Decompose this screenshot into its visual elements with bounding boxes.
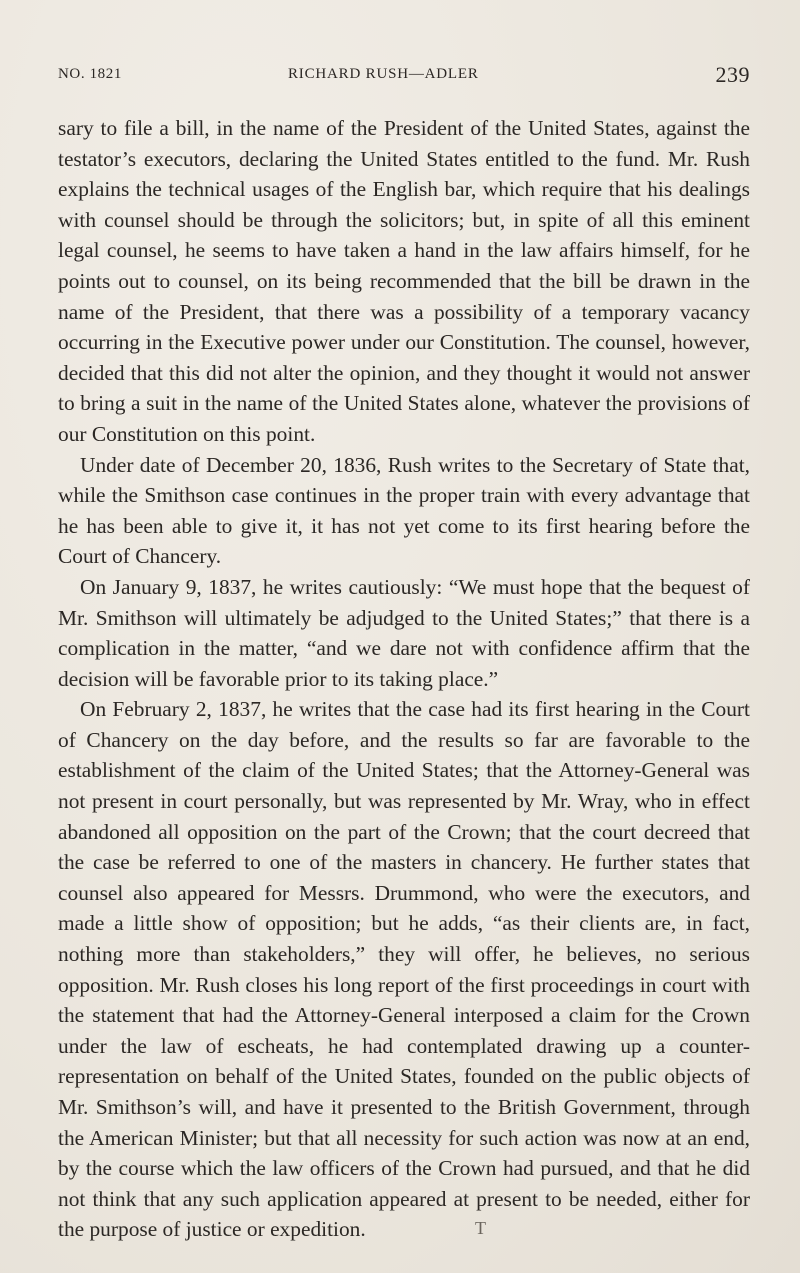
body-text bbox=[58, 113, 750, 1245]
paragraph-continuation: sary to file a bill, in the name of the President of the United States, against the testator’s executors, declaring the United States entitled to the fund. Mr. Rush explains the technical usages of the English bar, which require that his dealings with counsel should be through the solicitors; but, in spite of all this eminent legal counsel, he seems to have taken a hand in the law affairs himself, for he points out to counsel, on its being recommended that the bill be drawn in the name of the President, that there was a possibility of a temporary vacancy occurring in the Executive power under our Constitution. The counsel, however, decided that this did not alter the opinion, and they thought it would not answer to bring a suit in the name of the United States alone, whatever the provisions of our Constitution on this point. bbox=[58, 116, 750, 446]
paragraph-january-1837: On January 9, 1837, he writes cautiously: “We must hope that the bequest of Mr. Smithson will ultimately be adjudged to the United States;” that there is a complication in the matter, “and we dare not with confidence affirm that the decision will be favorable prior to its taking place.” bbox=[58, 574, 750, 691]
page-number: 239 bbox=[715, 62, 750, 87]
running-title: RICHARD RUSH—ADLER bbox=[288, 66, 479, 82]
running-head bbox=[58, 62, 750, 88]
signature-mark: T bbox=[475, 1218, 486, 1238]
section-number: NO. 1821 bbox=[58, 66, 122, 82]
paragraph-december-1836: Under date of December 20, 1836, Rush writes to the Secretary of State that, while the Smithson case continues in the proper train with every advantage that he has been able to give it, it has not yet come to its first hearing before the Court of Chancery. bbox=[58, 452, 750, 569]
paragraph-february-1837: On February 2, 1837, he writes that the case had its first hearing in the Court of Chancery on the day before, and the results so far are favorable to the establishment of the claim of the United States; that the Attorney-General was not present in court personally, but was represented by Mr. Wray, who in effect abandoned all opposition on the part of the Crown; that the court decreed that the case be referred to one of the masters in chancery. He further states that counsel also appeared for Messrs. Drummond, who were the executors, and made a little show of opposition; but he adds, “as their clients are, in fact, nothing more than stakeholders,” they will offer, he believes, no serious opposition. Mr. Rush closes his long report of the first proceedings in court with the statement that had the Attorney-General interposed a claim for the Crown under the law of escheats, he had contemplated drawing up a counter-representation on behalf of the United States, founded on the public objects of Mr. Smithson’s will, and have it presented to the British Government, through the American Minister; but that all necessity for such action was now at an end, by the course which the law officers of the Crown had pursued, and that he did not think that any such application appeared at present to be needed, either for the purpose of justice or expedition. bbox=[58, 697, 750, 1242]
